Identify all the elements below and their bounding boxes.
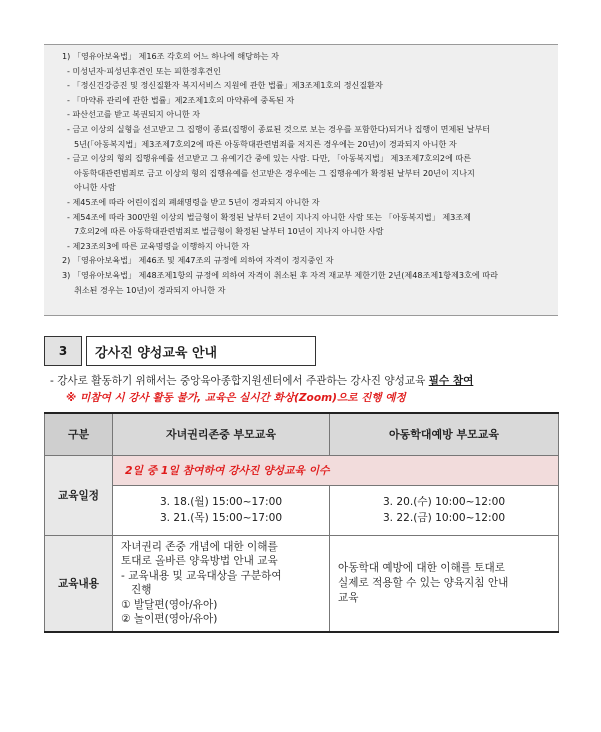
date-line: 3. 20.(수) 10:00~12:00 (382, 496, 506, 508)
requirement-sub: - 제54조에 따라 300만원 이상의 벌금형이 확정된 날부터 2년이 지나지 아니한 사람 또는 「아동복지법」 제3조제 (67, 211, 471, 222)
requirement-sub: - 제45조에 따라 어린이집의 폐쇄명령을 받고 5년이 경과되지 아니한 자 (67, 196, 320, 207)
section-title: 강사진 양성교육 안내 (86, 336, 316, 366)
requirement-sub: - 파산선고를 받고 복권되지 아니한 자 (67, 109, 201, 120)
header-category: 구분 (45, 413, 113, 455)
requirement-sub: - 미성년자·피성년후견인 또는 피한정후견인 (67, 65, 221, 76)
intro-line (50, 373, 473, 390)
content-line: 실제로 적용할 수 있는 양육지침 안내 (338, 576, 509, 589)
content-line: 자녀권리 존중 개념에 대한 이해를 (121, 540, 278, 553)
header-abuse-prevention: 아동학대예방 부모교육 (330, 413, 559, 455)
row-label-schedule: 교육일정 (45, 455, 113, 535)
requirement-sub: - 「마약류 관리에 관한 법률」제2조제1호의 마약류에 중독된 자 (67, 94, 295, 105)
warning-note: ※ 미참여 시 강사 활동 불가, 교육은 실시간 화상(Zoom)으로 진행 예정 (66, 392, 406, 404)
content-line: 아동학대 예방에 대한 이해를 토대로 (338, 562, 505, 575)
requirement-item-3-cont: 취소된 경우는 10년)이 경과되지 아니한 자 (74, 284, 226, 295)
section-number: 3 (44, 336, 82, 366)
content-line: 교육 (338, 591, 359, 604)
date-line: 3. 21.(목) 15:00~17:00 (159, 512, 283, 524)
content-line: ② 놀이편(영아/유아) (121, 613, 218, 626)
date-line: 3. 18.(월) 15:00~17:00 (159, 496, 283, 508)
table-row (45, 535, 559, 632)
content-rights (113, 535, 330, 632)
requirement-sub: - 금고 이상의 형의 집행유예를 선고받고 그 유예기간 중에 있는 사람. 다만, 「아동복지법」 제3조제7호의2에 따른 (67, 153, 472, 164)
section-header (44, 336, 316, 366)
content-line: 진행 (131, 584, 152, 597)
intro-text (50, 373, 473, 407)
schedule-banner: 2일 중 1일 참여하여 강사진 양성교육 이수 (113, 455, 559, 485)
schedule-abuse (330, 485, 559, 535)
requirement-sub: - 「정신건강증진 및 정신질환자 복지서비스 지원에 관한 법률」제3조제1호의 정신질환자 (67, 80, 383, 91)
table-row (45, 485, 559, 535)
intro-prefix: - 강사로 활동하기 위해서는 중앙육아종합지원센터에서 주관하는 강사진 양성교육 (50, 375, 429, 387)
requirement-item-2: 2) 「영유아보육법」 제46조 및 제47조의 규정에 의하여 자격이 정지중인 자 (62, 255, 334, 266)
content-line: ① 발달편(영아/유아) (121, 598, 218, 611)
content-line: 토대로 올바른 양육방법 안내 교육 (121, 555, 278, 568)
row-label-content: 교육내용 (45, 535, 113, 632)
requirement-sub: - 금고 이상의 실형을 선고받고 그 집행이 종료(집행이 종료된 것으로 보는 경우를 포함한다)되거나 집행이 면제된 날부터 (67, 123, 491, 134)
table-header-row (45, 413, 559, 455)
requirement-sub-cont: 아동학대관련범죄로 금고 이상의 형의 집행유예를 선고받은 경우에는 그 집행유예가 확정된 날부터 20년이 지나지 (74, 167, 475, 178)
requirement-item-1: 1) 「영유아보육법」 제16조 각호의 어느 하나에 해당하는 자 (62, 51, 279, 61)
content-line: - 교육내용 및 교육대상을 구분하여 (121, 569, 282, 582)
requirement-item-3: 3) 「영유아보육법」 제48조제1항의 규정에 의하여 자격이 취소된 후 자격 재교부 제한기한 2년(제48조제1항제3호에 따라 (62, 269, 498, 280)
requirement-sub-cont: 7호의2에 따른 아동학대관련범죄로 벌금형이 확정된 날부터 10년이 지나지 아니한 사람 (74, 226, 384, 237)
requirement-sub: - 제23조의3에 따른 교육명령을 이행하지 아니한 자 (67, 240, 250, 251)
education-table (44, 412, 559, 633)
intro-emphasis: 필수 참여 (428, 375, 474, 387)
requirements-box (44, 44, 558, 316)
requirement-sub-cont: 아니한 사람 (74, 182, 116, 193)
table-row (45, 455, 559, 485)
schedule-rights (113, 485, 330, 535)
content-abuse (330, 535, 559, 632)
date-line: 3. 22.(금) 10:00~12:00 (382, 512, 506, 524)
header-rights-education: 자녀권리존중 부모교육 (113, 413, 330, 455)
requirement-sub-cont: 5년(「아동복지법」제3조제7호의2에 따른 아동학대관련범죄를 저지른 경우에는 20년)이 경과되지 아니한 자 (74, 138, 457, 149)
